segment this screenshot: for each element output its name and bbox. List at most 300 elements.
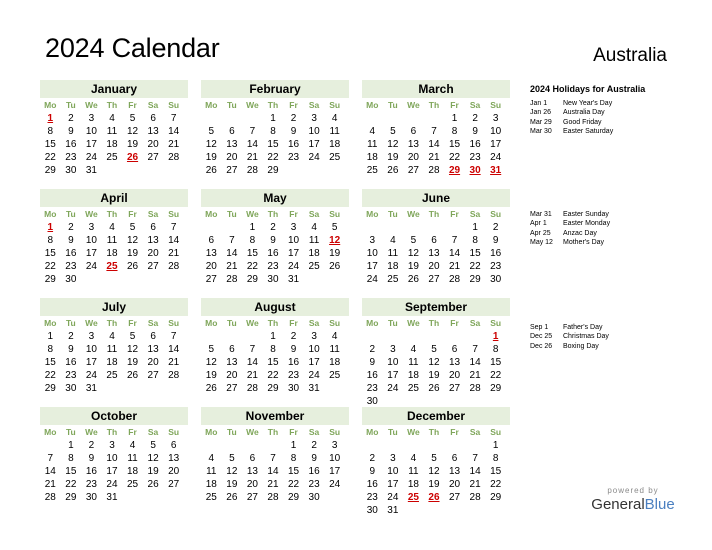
empty-day-cell	[424, 112, 445, 125]
day-cell: 4	[208, 453, 215, 464]
day-cell: 5	[390, 126, 396, 137]
day-cell: 21	[428, 152, 440, 163]
day-cell: 7	[431, 126, 437, 137]
day-cell: 16	[469, 139, 481, 150]
month-day-grid	[362, 207, 510, 286]
day-cell: 22	[65, 479, 77, 490]
day-cell: 3	[311, 113, 317, 124]
day-cell: 23	[490, 261, 502, 272]
holiday-row	[530, 332, 680, 341]
weekday-label: Tu	[65, 427, 76, 437]
day-cell: 17	[106, 466, 118, 477]
day-cell: 6	[150, 222, 156, 233]
weekday-label: Fr	[289, 209, 298, 219]
day-cell: 25	[387, 274, 399, 285]
day-cell: 2	[68, 113, 74, 124]
day-cell: 18	[407, 370, 419, 381]
day-cell: 22	[490, 370, 502, 381]
day-cell: 21	[44, 479, 56, 490]
empty-day-cell	[465, 330, 486, 343]
day-cell: 15	[490, 466, 502, 477]
day-cell: 4	[109, 113, 115, 124]
day-cell: 19	[226, 479, 238, 490]
day-cell: 20	[407, 152, 419, 163]
day-cell: 20	[226, 152, 238, 163]
day-cell: 2	[270, 222, 276, 233]
weekday-label: We	[246, 209, 259, 219]
day-cell: 21	[168, 248, 180, 259]
day-cell: 10	[366, 248, 378, 259]
day-cell: 25	[106, 152, 118, 163]
weekday-label: Tu	[65, 209, 76, 219]
day-cell: 16	[308, 466, 320, 477]
day-cell: 10	[85, 235, 97, 246]
day-cell: 2	[311, 440, 317, 451]
day-cell: 17	[85, 357, 97, 368]
month-day-grid	[40, 98, 188, 177]
day-cell: 25	[106, 370, 118, 381]
empty-day-cell	[263, 439, 284, 452]
day-cell: 19	[126, 357, 139, 368]
day-cell: 16	[287, 357, 300, 368]
month-header: July	[40, 298, 188, 316]
weekday-label: We	[246, 100, 259, 110]
weekday-label: We	[246, 318, 259, 328]
day-cell: 5	[431, 344, 437, 355]
day-cell: 28	[448, 274, 461, 285]
empty-day-cell	[403, 439, 424, 452]
weekday-label: We	[407, 209, 420, 219]
day-cell: 28	[469, 492, 481, 503]
day-cell: 14	[246, 139, 258, 150]
month-may	[201, 189, 349, 286]
day-cell: 14	[267, 466, 279, 477]
day-cell: 25	[205, 492, 217, 503]
day-cell: 11	[206, 466, 217, 477]
day-cell: 9	[290, 344, 297, 355]
holiday-name: Easter Sunday	[563, 211, 609, 218]
day-cell: 14	[428, 139, 440, 150]
day-cell: 4	[369, 126, 376, 137]
empty-day-cell	[40, 439, 61, 452]
day-cell: 24	[308, 370, 320, 381]
month-day-grid	[40, 316, 188, 395]
holiday-row	[530, 238, 680, 247]
day-cell: 19	[126, 248, 139, 259]
day-cell: 16	[366, 370, 378, 381]
weekday-label: Tu	[387, 209, 398, 219]
day-cell: 7	[229, 235, 235, 246]
day-cell: 10	[329, 453, 341, 464]
holiday-date: Apr 1	[530, 220, 547, 228]
weekday-label: Th	[428, 100, 440, 110]
day-cell: 30	[490, 274, 502, 285]
brand-logo	[588, 486, 678, 513]
empty-day-cell	[242, 439, 263, 452]
day-cell: 12	[205, 357, 217, 368]
day-cell: 27	[448, 492, 461, 503]
day-cell: 29	[490, 492, 502, 503]
day-cell: 29	[267, 165, 279, 176]
day-cell: 15	[287, 466, 300, 477]
day-cell: 21	[448, 261, 461, 272]
month-header: April	[40, 189, 188, 207]
month-header: October	[40, 407, 188, 425]
day-cell: 23	[85, 479, 97, 490]
day-cell: 15	[44, 357, 56, 368]
day-cell: 31	[85, 383, 97, 394]
weekday-label: Th	[267, 318, 279, 328]
day-cell: 1	[68, 440, 74, 451]
day-cell: 14	[168, 126, 180, 137]
day-cell: 18	[387, 261, 399, 272]
day-cell: 5	[331, 222, 338, 233]
day-cell: 3	[390, 344, 396, 355]
day-cell: 26	[387, 165, 399, 176]
weekday-label: Mo	[44, 100, 57, 110]
day-cell: 20	[168, 466, 180, 477]
day-cell: 4	[410, 344, 417, 355]
day-cell: 18	[126, 466, 139, 477]
holiday-day-cell: 25	[407, 492, 419, 503]
day-cell: 13	[147, 126, 159, 137]
day-cell: 4	[109, 222, 115, 233]
holiday-date: Jan 26	[530, 109, 552, 117]
day-cell: 10	[85, 344, 97, 355]
day-cell: 24	[85, 152, 97, 163]
day-cell: 9	[492, 235, 499, 246]
day-cell: 27	[246, 492, 258, 503]
weekday-label: Fr	[128, 100, 137, 110]
holiday-day-cell: 31	[490, 165, 502, 176]
empty-day-cell	[383, 439, 404, 452]
day-cell: 26	[407, 274, 419, 285]
day-cell: 30	[267, 274, 279, 285]
day-cell: 17	[308, 357, 320, 368]
holiday-name: Father's Day	[563, 324, 603, 331]
month-header: January	[40, 80, 188, 98]
day-cell: 2	[290, 113, 297, 124]
day-cell: 1	[249, 222, 256, 233]
weekday-label: Mo	[366, 427, 379, 437]
weekday-label: Su	[329, 209, 341, 219]
empty-day-cell	[362, 221, 383, 234]
day-cell: 10	[490, 126, 502, 137]
weekday-label: We	[407, 100, 420, 110]
empty-day-cell	[403, 112, 424, 125]
weekday-label: Fr	[450, 318, 459, 328]
day-cell: 7	[249, 126, 256, 137]
day-cell: 5	[229, 453, 235, 464]
day-cell: 22	[287, 479, 300, 490]
weekday-label: Fr	[450, 427, 459, 437]
day-cell: 3	[492, 113, 499, 124]
weekday-label: Su	[329, 100, 341, 110]
brand-name	[588, 496, 678, 513]
weekday-label: Su	[168, 318, 180, 328]
day-cell: 29	[44, 383, 56, 394]
day-cell: 21	[267, 479, 279, 490]
day-cell: 18	[407, 479, 419, 490]
day-cell: 26	[428, 383, 440, 394]
day-cell: 30	[287, 383, 300, 394]
weekday-label: Th	[267, 209, 279, 219]
brand-powered-by: powered by	[607, 486, 659, 495]
weekday-label: Th	[106, 209, 118, 219]
day-cell: 21	[469, 479, 481, 490]
day-cell: 19	[428, 479, 440, 490]
weekday-label: Tu	[226, 100, 237, 110]
day-cell: 17	[85, 248, 97, 259]
day-cell: 20	[226, 370, 238, 381]
day-cell: 1	[290, 440, 297, 451]
day-cell: 11	[106, 344, 118, 355]
day-cell: 24	[85, 370, 97, 381]
empty-day-cell	[403, 221, 424, 234]
day-cell: 7	[472, 453, 478, 464]
day-cell: 8	[492, 344, 499, 355]
weekday-label: Fr	[450, 100, 459, 110]
day-cell: 24	[329, 479, 341, 490]
holiday-date: Apr 25	[530, 229, 551, 237]
day-cell: 26	[126, 261, 139, 272]
day-cell: 13	[448, 466, 461, 477]
day-cell: 30	[366, 396, 378, 407]
day-cell: 28	[469, 383, 481, 394]
day-cell: 23	[267, 261, 279, 272]
day-cell: 16	[490, 248, 502, 259]
empty-day-cell	[222, 221, 243, 234]
weekday-label: Mo	[205, 318, 218, 328]
weekday-label: We	[246, 427, 259, 437]
holiday-day-cell: 1	[492, 331, 499, 342]
day-cell: 19	[428, 370, 440, 381]
day-cell: 6	[431, 235, 437, 246]
day-cell: 21	[168, 357, 180, 368]
holiday-name: Christmas Day	[563, 333, 609, 341]
day-cell: 8	[472, 235, 478, 246]
day-cell: 15	[267, 139, 279, 150]
day-cell: 12	[126, 235, 139, 246]
day-cell: 4	[311, 222, 317, 233]
day-cell: 5	[150, 440, 156, 451]
day-cell: 2	[290, 331, 297, 342]
weekday-label: Sa	[147, 427, 159, 437]
day-cell: 30	[65, 383, 77, 394]
day-cell: 12	[226, 466, 238, 477]
day-cell: 28	[168, 261, 180, 272]
month-march	[362, 80, 510, 177]
day-cell: 16	[65, 357, 77, 368]
day-cell: 5	[129, 331, 136, 342]
day-cell: 2	[68, 331, 74, 342]
day-cell: 11	[387, 248, 399, 259]
day-cell: 13	[428, 248, 440, 259]
weekday-label: Su	[168, 100, 180, 110]
weekday-label: Tu	[226, 209, 237, 219]
day-cell: 6	[229, 344, 235, 355]
empty-day-cell	[383, 112, 404, 125]
day-cell: 31	[85, 165, 97, 176]
holiday-date: Mar 29	[530, 118, 552, 126]
weekday-label: Sa	[147, 318, 159, 328]
day-cell: 16	[85, 466, 97, 477]
day-cell: 9	[68, 235, 74, 246]
day-cell: 9	[472, 126, 478, 137]
day-cell: 22	[448, 152, 461, 163]
day-cell: 18	[329, 139, 341, 150]
country-label: Australia	[593, 45, 667, 66]
month-november	[201, 407, 349, 504]
month-february	[201, 80, 349, 177]
day-cell: 15	[44, 139, 56, 150]
day-cell: 9	[270, 235, 276, 246]
day-cell: 20	[205, 261, 217, 272]
day-cell: 14	[469, 466, 481, 477]
day-cell: 12	[147, 453, 159, 464]
day-cell: 10	[287, 235, 300, 246]
day-cell: 12	[205, 139, 217, 150]
holiday-row	[530, 210, 680, 219]
holiday-row	[530, 118, 680, 127]
day-cell: 27	[168, 479, 180, 490]
empty-day-cell	[201, 439, 222, 452]
month-header: November	[201, 407, 349, 425]
day-cell: 26	[126, 370, 139, 381]
day-cell: 4	[109, 331, 115, 342]
day-cell: 9	[68, 344, 74, 355]
holiday-date: Dec 26	[530, 342, 553, 350]
weekday-label: We	[85, 318, 98, 328]
day-cell: 14	[469, 357, 481, 368]
day-cell: 3	[109, 440, 115, 451]
day-cell: 18	[106, 248, 118, 259]
weekday-label: We	[85, 100, 98, 110]
day-cell: 10	[106, 453, 118, 464]
day-cell: 26	[226, 492, 238, 503]
day-cell: 8	[290, 453, 297, 464]
day-cell: 16	[65, 139, 77, 150]
weekday-label: We	[407, 318, 420, 328]
day-cell: 13	[147, 344, 159, 355]
day-cell: 12	[126, 126, 139, 137]
day-cell: 21	[226, 261, 238, 272]
day-cell: 3	[88, 331, 95, 342]
day-cell: 27	[205, 274, 217, 285]
day-cell: 18	[329, 357, 341, 368]
holiday-panel-title: 2024 Holidays for Australia	[530, 84, 646, 94]
day-cell: 28	[428, 165, 440, 176]
day-cell: 8	[249, 235, 256, 246]
holiday-group	[530, 323, 680, 351]
day-cell: 13	[147, 235, 159, 246]
day-cell: 4	[129, 440, 136, 451]
day-cell: 23	[366, 383, 378, 394]
empty-day-cell	[201, 221, 222, 234]
day-cell: 15	[44, 248, 56, 259]
day-cell: 27	[147, 370, 159, 381]
holiday-row	[530, 99, 680, 108]
day-cell: 27	[147, 152, 159, 163]
month-day-grid	[201, 98, 349, 177]
day-cell: 3	[311, 331, 317, 342]
day-cell: 23	[366, 492, 378, 503]
day-cell: 2	[369, 344, 376, 355]
day-cell: 1	[472, 222, 478, 233]
day-cell: 16	[65, 248, 77, 259]
day-cell: 12	[387, 139, 399, 150]
day-cell: 5	[129, 113, 136, 124]
day-cell: 24	[387, 383, 399, 394]
holiday-day-cell: 25	[106, 261, 118, 272]
holiday-day-cell: 30	[469, 165, 481, 176]
weekday-label: Tu	[226, 427, 237, 437]
day-cell: 5	[208, 126, 215, 137]
day-cell: 20	[428, 261, 440, 272]
weekday-label: Su	[490, 427, 502, 437]
day-cell: 7	[170, 331, 177, 342]
weekday-label: Tu	[226, 318, 237, 328]
empty-day-cell	[424, 221, 445, 234]
weekday-label: Mo	[366, 100, 379, 110]
weekday-label: Fr	[128, 427, 137, 437]
day-cell: 2	[369, 453, 376, 464]
weekday-label: Sa	[147, 100, 159, 110]
day-cell: 29	[469, 274, 481, 285]
day-cell: 7	[170, 222, 177, 233]
month-august	[201, 298, 349, 395]
holiday-day-cell: 1	[47, 222, 54, 233]
day-cell: 11	[127, 453, 138, 464]
day-cell: 1	[492, 440, 499, 451]
day-cell: 14	[168, 235, 180, 246]
weekday-label: Sa	[308, 318, 320, 328]
weekday-label: Mo	[205, 100, 218, 110]
day-cell: 14	[44, 466, 56, 477]
weekday-label: We	[85, 427, 98, 437]
weekday-label: Th	[106, 100, 118, 110]
day-cell: 23	[287, 370, 300, 381]
weekday-label: Th	[428, 318, 440, 328]
day-cell: 24	[308, 152, 320, 163]
day-cell: 26	[205, 165, 217, 176]
month-july	[40, 298, 188, 395]
day-cell: 22	[490, 479, 502, 490]
weekday-label: Sa	[469, 209, 481, 219]
weekday-label: Th	[428, 209, 440, 219]
empty-day-cell	[383, 330, 404, 343]
weekday-label: Sa	[308, 209, 320, 219]
weekday-label: Fr	[128, 209, 137, 219]
day-cell: 10	[308, 126, 320, 137]
day-cell: 12	[407, 248, 419, 259]
day-cell: 2	[472, 113, 478, 124]
weekday-label: Su	[490, 100, 502, 110]
month-header: February	[201, 80, 349, 98]
day-cell: 3	[390, 453, 396, 464]
day-cell: 3	[88, 222, 95, 233]
weekday-label: Su	[168, 427, 180, 437]
weekday-label: Mo	[44, 427, 57, 437]
holiday-date: Mar 31	[530, 211, 552, 218]
day-cell: 11	[329, 126, 340, 137]
weekday-label: Sa	[308, 100, 320, 110]
day-cell: 11	[408, 357, 419, 368]
day-cell: 26	[329, 261, 341, 272]
day-cell: 27	[448, 383, 461, 394]
day-cell: 31	[287, 274, 300, 285]
day-cell: 22	[44, 370, 56, 381]
